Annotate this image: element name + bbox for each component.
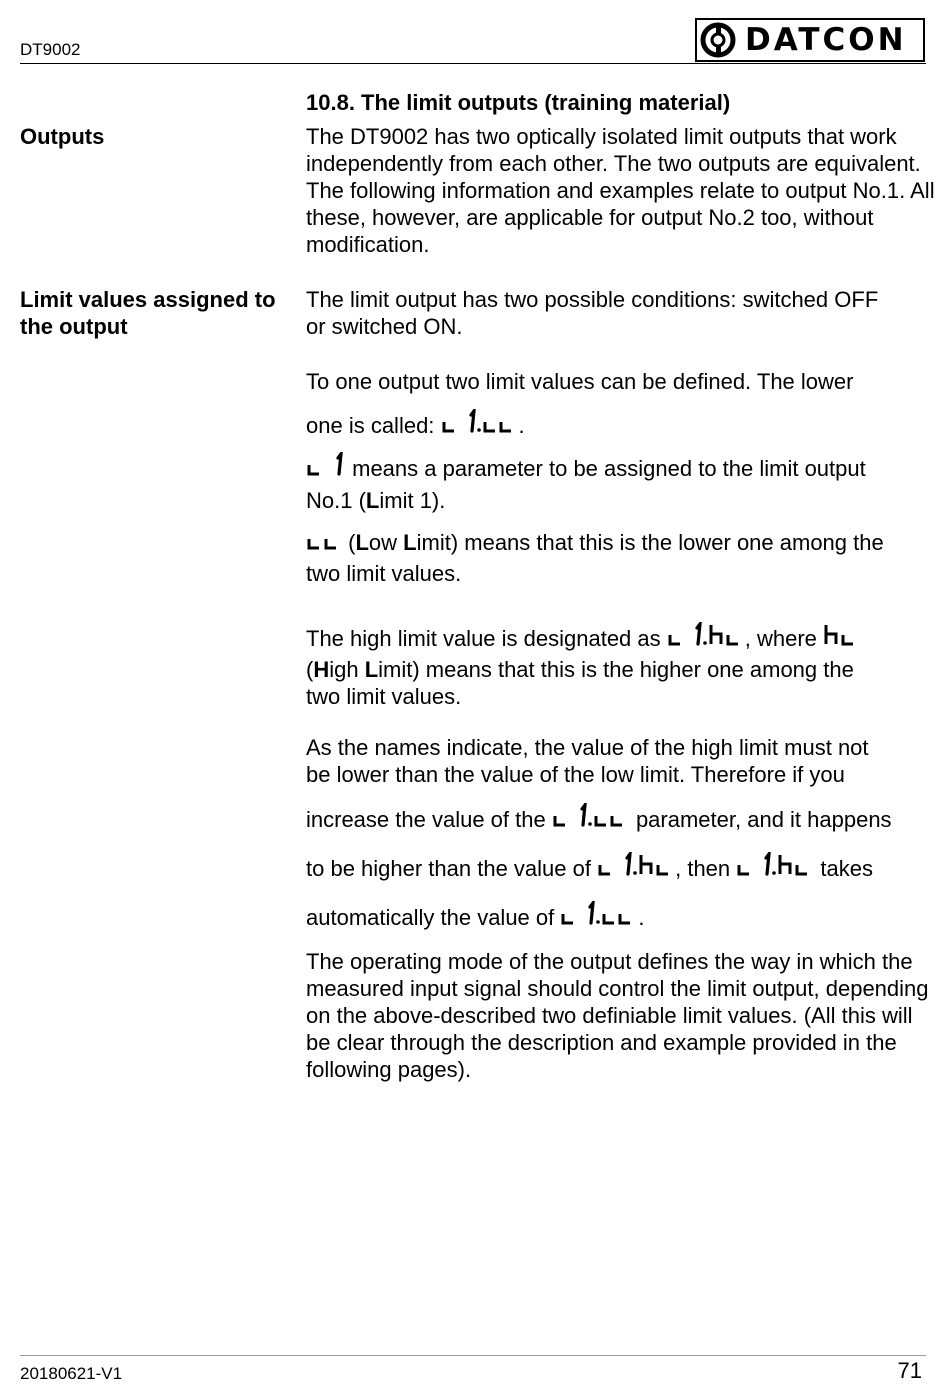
bold-letter: L — [403, 530, 417, 555]
text-line — [306, 803, 946, 835]
text-line: The limit output has two possible conditions: switched OFF — [306, 287, 879, 312]
text-run: parameter, and it happens — [629, 807, 892, 832]
text-line — [306, 409, 946, 441]
lcd-symbol-l1 — [306, 452, 346, 484]
text-line: two limit values. — [306, 684, 462, 709]
footer-rule — [20, 1355, 926, 1356]
text-run: automatically the value of — [306, 905, 561, 930]
logo-mark-icon — [697, 20, 739, 60]
text-run: . — [518, 413, 525, 438]
text-run: ( — [306, 657, 314, 682]
lcd-symbol-l1ll — [560, 901, 638, 933]
datcon-logo — [695, 18, 925, 62]
paragraph-lower-limit — [306, 368, 946, 441]
text-line: be lower than the value of the low limit. Therefore if you — [306, 762, 845, 787]
text-run: imit) means that this is the higher one among the — [378, 657, 854, 682]
bold-letter: L — [364, 657, 379, 682]
text-line: To one output two limit values can be defined. The lower — [306, 369, 854, 394]
side-heading-line: Limit values assigned to — [20, 287, 276, 312]
bold-letter: H — [313, 657, 330, 682]
text-line — [306, 622, 946, 654]
text-line — [306, 656, 946, 683]
section-title: 10.8. The limit outputs (training material) — [306, 90, 731, 115]
text-run: to be higher than the value of — [306, 856, 598, 881]
paragraph-conditions — [306, 286, 946, 340]
lcd-symbol-l1ll — [552, 803, 630, 835]
lcd-symbol-l1ll — [441, 409, 519, 441]
text-line — [306, 452, 946, 484]
lcd-symbol-ll — [306, 526, 342, 558]
text-run: takes — [814, 856, 873, 881]
text-run: , where — [744, 626, 824, 651]
text-run: . — [638, 905, 645, 930]
text-line — [306, 852, 946, 884]
paragraph-outputs: The DT9002 has two optically isolated limit outputs that work independently from each other. The two outputs are equivalent. The following information and examples relate to output No.1. All these, however, are applicable for output No.2 too, without modification. — [306, 124, 935, 257]
text-run: , then — [675, 856, 737, 881]
text-run: ow — [368, 530, 404, 555]
bold-letter: L — [365, 488, 380, 513]
lcd-symbol-hl — [823, 622, 857, 654]
side-heading-limit-values — [20, 286, 276, 340]
lcd-symbol-l1hl — [597, 852, 675, 884]
text-run: imit) means that this is the lower one among the — [416, 530, 884, 555]
paragraph-limit-relation — [306, 734, 946, 933]
paragraph-ll-meaning — [306, 526, 946, 587]
text-line: or switched ON. — [306, 314, 463, 339]
text-line — [306, 487, 946, 514]
text-run: No.1 ( — [306, 488, 366, 513]
text-line — [306, 526, 946, 558]
side-heading-outputs: Outputs — [20, 124, 105, 149]
paragraph-operating-mode: The operating mode of the output defines the way in which the measured input signal should control the limit output, depending on the above-described two definiable limit values. (All this will be clear through the description and example provided in the following pages). — [306, 949, 929, 1082]
text-line — [306, 901, 946, 933]
header-rule — [20, 63, 926, 64]
lcd-symbol-l1hl — [667, 622, 745, 654]
text-run: imit 1). — [379, 488, 446, 513]
text-line: two limit values. — [306, 561, 462, 586]
text-line: As the names indicate, the value of the high limit must not — [306, 735, 869, 760]
text-run: The high limit value is designated as — [306, 626, 667, 651]
text-run: increase the value of the — [306, 807, 552, 832]
paragraph-high-limit — [306, 622, 946, 710]
footer-version: 20180621-V1 — [20, 1364, 123, 1383]
side-heading-line: the output — [20, 314, 128, 339]
text-run: ( — [342, 530, 356, 555]
text-run: means a parameter to be assigned to the limit output — [346, 456, 866, 481]
page-number: 71 — [897, 1358, 922, 1383]
paragraph-l1-meaning — [306, 452, 946, 514]
logo-text: DATCON — [745, 21, 907, 58]
text-run: igh — [329, 657, 365, 682]
lcd-symbol-l1hl — [736, 852, 814, 884]
bold-letter: L — [355, 530, 369, 555]
document-code: DT9002 — [20, 40, 81, 59]
text-run: one is called: — [306, 413, 441, 438]
